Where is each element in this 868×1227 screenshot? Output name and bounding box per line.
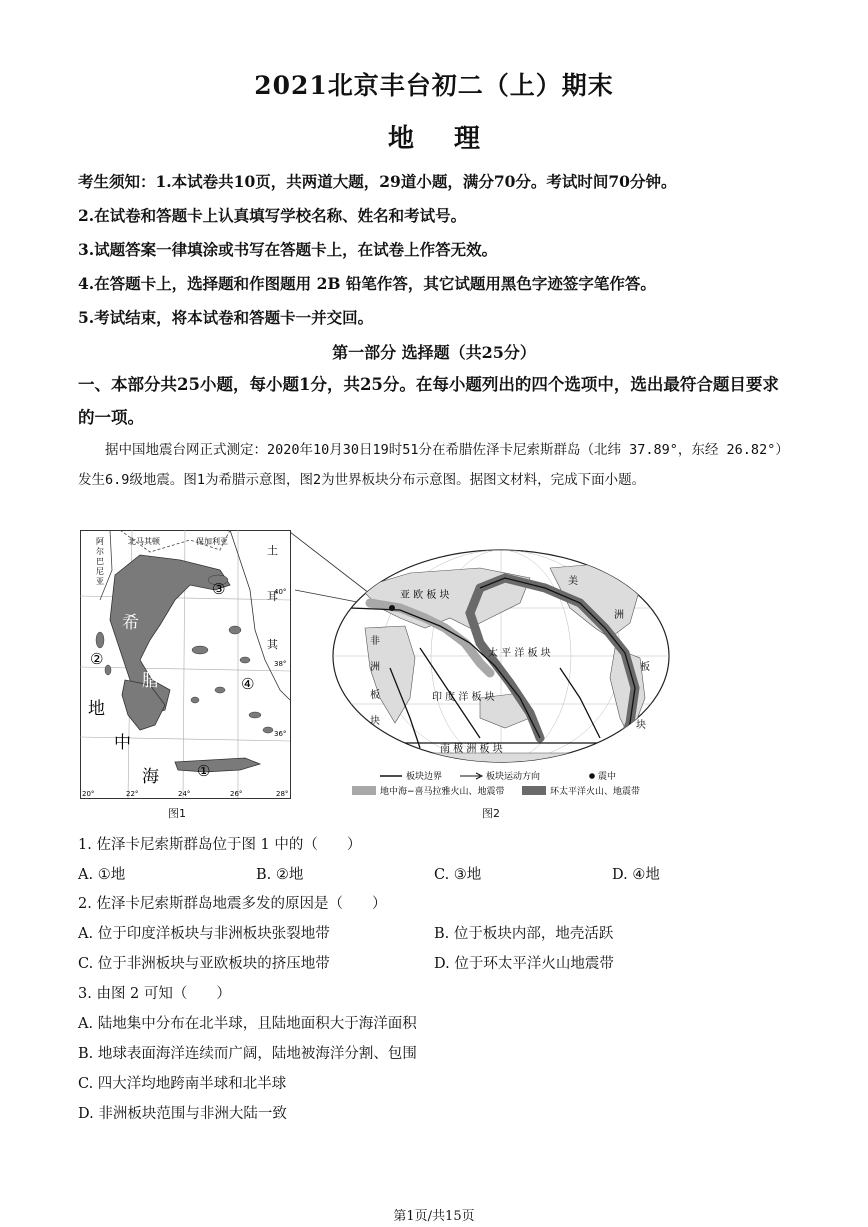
label-albania-1: 阿 [96,537,104,546]
exam-note-4: 4.在答题卡上，选择题和作图题用 2B 铅笔作答，其它试题用黑色字迹签字笔作答。 [78,274,656,293]
q2-option-d[interactable]: D. 位于环太平洋火山地震带 [434,956,614,972]
plate-label-america-2: 洲 [614,610,624,621]
plate-label-america-3: 板 [640,662,650,673]
label-turkey-2: 耳 [267,590,278,603]
lat-tick-38: 38° [274,660,287,668]
label-med-2: 中 [114,733,131,753]
legend-epicenter-dot [589,773,595,779]
subject-title: 地理 [387,124,520,154]
marker-1: ① [197,762,211,780]
figure1-caption: 图1 [168,807,186,820]
plate-label-africa-4: 块 [370,716,380,727]
label-med-1: 地 [88,699,105,719]
legend-pac-belt-swatch [522,786,546,795]
exam-note-5: 5.考试结束，将本试卷和答题卡一并交回。 [78,308,374,327]
legend-med-belt: 地中海−喜马拉雅火山、地震带 [380,787,505,797]
label-bulgaria: 保加利亚 [196,537,228,546]
question-3-stem: 3. 由图 2 可知（ ） [78,986,231,1002]
q2-option-c[interactable]: C. 位于非洲板块与亚欧板块的挤压地带 [78,956,330,972]
exam-note-2: 2.在试卷和答题卡上认真填写学校名称、姓名和考试号。 [78,206,467,225]
label-turkey-1: 土 [267,544,278,557]
legend-epicenter: 震中 [598,772,617,782]
label-north-macedonia: 北马其顿 [128,537,160,546]
exam-note-1: 考生须知：1.本试卷共10页，共两道大题，29道小题，满分70分。考试时间70分钟。 [78,172,677,191]
label-albania-3: 巴 [96,557,104,566]
legend-med-belt-swatch [352,786,376,795]
figure2-caption: 图2 [482,807,500,820]
section-instructions: 一、本部分共25小题，每小题1分，共25分。在每小题列出的四个选项中，选出最符合题目要求的一项。 [78,375,779,427]
label-albania-5: 亚 [96,577,104,586]
q2-option-a[interactable]: A. 位于印度洋板块与非洲板块张裂地带 [78,926,330,942]
q2-option-b[interactable]: B. 位于板块内部，地壳活跃 [434,926,614,942]
label-greece-1: 希 [122,613,139,633]
page-footer: 第1页/共15页 [393,1209,475,1224]
q1-option-c[interactable]: C. ③地 [434,867,482,883]
label-med-3: 海 [142,767,159,787]
label-turkey-3: 其 [267,638,278,651]
q1-option-b[interactable]: B. ②地 [256,867,304,883]
question-1-stem: 1. 佐泽卡尼索斯群岛位于图 1 中的（ ） [78,837,362,853]
q1-option-d[interactable]: D. ④地 [612,867,660,883]
lat-tick-36: 36° [274,730,287,738]
figure1-greece-map [80,530,295,805]
plate-label-america-4: 块 [636,720,646,731]
figure2-world-plates-map [330,548,672,800]
marker-2: ② [90,650,104,668]
q3-option-a[interactable]: A. 陆地集中分布在北半球，且陆地面积大于海洋面积 [78,1016,417,1032]
lon-tick-26: 26° [230,790,243,798]
lon-tick-24: 24° [178,790,191,798]
plate-label-africa-2: 洲 [370,662,380,673]
q3-option-d[interactable]: D. 非洲板块范围与非洲大陆一致 [78,1106,287,1122]
epicenter-dot [389,605,395,611]
question-2-stem: 2. 佐泽卡尼索斯群岛地震多发的原因是（ ） [78,896,387,912]
plate-label-antarctic: 南 极 洲 板 块 [440,744,503,755]
plate-label-africa-1: 非 [370,636,380,647]
marker-4: ④ [241,675,255,693]
page-title: 2021北京丰台初二（上）期末 [254,71,614,100]
lon-tick-28: 28° [276,790,289,798]
lon-tick-20: 20° [82,790,95,798]
label-greece-2: 腊 [142,671,159,691]
legend-boundary: 板块边界 [406,772,443,782]
q3-option-b[interactable]: B. 地球表面海洋连续而广阔，陆地被海洋分割、包围 [78,1046,417,1062]
label-albania-4: 尼 [96,567,104,576]
plate-label-africa-3: 板 [370,690,380,701]
legend-motion: 板块运动方向 [486,772,541,782]
q3-option-c[interactable]: C. 四大洋均地跨南半球和北半球 [78,1076,287,1092]
label-albania-2: 尔 [96,547,104,556]
part-title: 第一部分 选择题（共25分） [332,343,536,362]
lon-tick-22: 22° [126,790,139,798]
q1-option-a[interactable]: A. ①地 [78,867,126,883]
exam-note-3: 3.试题答案一律填涂或书写在答题卡上，在试卷上作答无效。 [78,240,498,259]
material-intro: 据中国地震台网正式测定：2020年10月30日19时51分在希腊佐泽卡尼索斯群岛（北纬 37.89°，东经 26.82°）发生6.9级地震。图1为希腊示意图，图2为世界板块分布示意图。据图文材料，完成下面小题。 [78,442,789,488]
marker-3: ③ [212,580,226,598]
plate-label-eurasian: 亚 欧 板 块 [400,590,450,601]
legend-pac-belt: 环太平洋火山、地震带 [550,787,641,797]
plate-label-indian: 印 度 洋 板 块 [432,692,495,703]
plate-label-pacific: 太 平 洋 板 块 [488,648,551,659]
plate-label-america-1: 美 [568,576,578,587]
lat-tick-40: 40° [274,588,287,596]
